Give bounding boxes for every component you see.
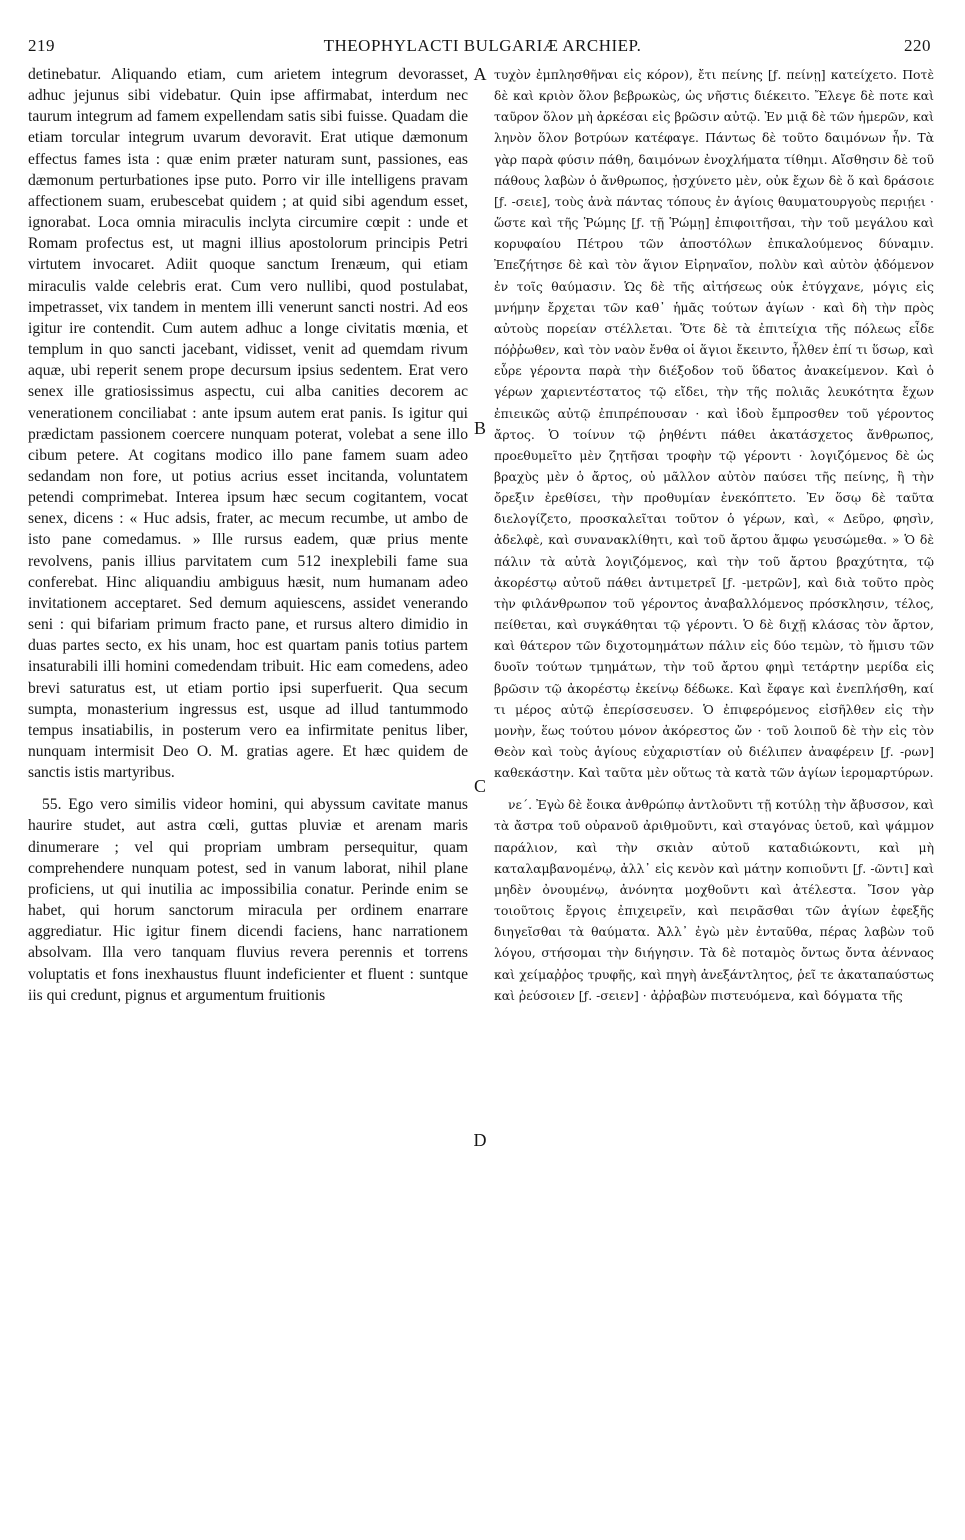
- section-marker-c: C: [473, 776, 486, 796]
- section-marker-d: D: [473, 1130, 487, 1150]
- greek-column: [494, 64, 934, 1006]
- latin-paragraph: detinebatur. Aliquando etiam, cum arietem integrum devorasset, adhuc jejunus sibi videbatur. Quin ipse affirmabat, interdum nec taurum integrum ad famem expellendam satis sibi fuisse. Quadam die etiam torcular integrum uvarum devoravit. Erat utique dæmonum effectus fames ista : quæ enim præter naturam sunt, passiones, eas dæmonum perturbationes ipse puto. Porro vir ille intelligens pravam affectionem suam, erubescebat quidem ; at quid sibi agendum esset, ignorabat. Loca omnia miraculis inclyta circumire cœpit : unde et Romam profectus est, ut magni illius apostolorum principis Petri virtutem invocaret. Adiit quoque sanctum Irenæum, qui etiam miraculis valde celebris erat. Cum vero nullibi, quod postulabat, impetrasset, vix tandem in mentem illi venerunt sancti nostri. Ad eos igitur ire contendit. Cum autem adhuc a longe civitatis mœnia, et templum in quo sancti jacebant, vidisset, venit ad quemdam rivum aquæ, ubi reperit senem prope decursum ipsius sedentem. Erat vero senex ille gratiosissimus aspectu, cui alba canities decorem ac venerationem conciliabat : ante ipsum autem erat panis. Is igitur qui prædictam passionem coercere nunquam poterat, volebat a sene illo cibum petere. At cogitans modico illo pane famem suam adeo sedandam non fore, ut potius acrius esset incitanda, voluntatem petendi comprimebat. Interea ipsum hæc secum cogitantem, vocat senex, dicens : « Huc adsis, frater, ac mecum recumbe, ut ambo de isto pane comedamus. » Ille rursus eadem, quæ prius mente revolvens, panis illius parvitatem cum 512 inexplebili fame sua conferebat. Hinc aliquandiu ambiguus hæsit, num humanam adeo invitationem acceptaret. Sed demum aquiescens, assidet venerando seni : qui bifariam primum fracto pane, et rursus altero dimidio in duas partes secto, ex his unam, hoc est quartam panis totius partem insaturabili illi homini comedendam tribuit. Hic eam comedens, adeo brevi saturatus est, ut etiam portio ipsi superfuerit. Qua secum sumpta, monasterium ingressus est, usque ad illud tantummodo tempus insatiabilis, in posterum vero ea infirmitate penitus liber, nunquam intermisit Deo O. M. gratias agere. Et hæc quidem de sanctis istis martyribus.: [28, 66, 468, 782]
- running-header: [0, 36, 965, 60]
- running-title: THEOPHYLACTI BULGARIÆ ARCHIEP.: [323, 36, 642, 55]
- page-number-right: 220: [904, 36, 931, 55]
- page-number-left: 219: [28, 36, 55, 55]
- greek-paragraph: τυχὸν ἐμπλησθῆναι εἰς κόρον), ἔτι πείνης [ƒ. πείνῃ] κατείχετο. Ποτὲ δὲ καὶ κριὸν ὅλον βεβρωκὼς, ὡς νῆστις διέκειτο. Ἔλεγε δὲ ποτε καὶ ταῦρον ὅλον μὴ ἀρκέσαι εἰς βρῶσιν αὐτῷ. Ἐν μιᾷ δὲ τῶν ἡμερῶν, καὶ ληνὸν ὅλον βοτρύων κατέφαγε. Πάντως δὲ τοῦτο δαιμόνων ἦν. Τὰ γὰρ παρὰ φύσιν πάθη, δαιμόνων ἐνοχλήματα τίθημι. Αἴσθησιν δὲ τοῦ πάθους λαβὼν ὁ ἄνθρωπος, ᾐσχύνετο μὲν, οὐκ ἔχων δὲ ὅ καὶ δράσοιε [ƒ. -σειε], τοὺς ἀνὰ πάντας τόπους ἐν ἁγίοις θαυματουργοὺς περιῄει · ὥστε καὶ τῆς Ῥώμης [ƒ. τῇ Ῥώμῃ] ἐπιφοιτῆσαι, τὴν τοῦ μεγάλου καὶ κορυφαίου Πέτρου τῶν ἀποστόλων ἐπικαλούμενος δύναμιν. Ἐπεζήτησε δὲ καὶ τὸν ἅγιον Εἰρηναῖον, πολὺν καὶ αὐτὸν ᾀδόμενον ἐν τοῖς θαύμασιν. Ὡς δὲ τῆς αἰτήσεως οὐκ ἐτύγχανε, μόγις εἰς μνήμην ἔρχεται τῶν καθ᾽ ἡμᾶς τούτων ἁγίων · καὶ δὴ τὴν πρὸς αὐτοὺς πορείαν στέλλεται. Ὅτε δὲ τὰ ἐπιτείχια τῆς πόλεως εἶδε πόῤῥωθεν, καὶ τὸν ναὸν ἔνθα οἱ ἅγιοι ἔκειντο, ἦλθεν ἐπί τι ὕσωρ, καὶ εὗρε γέροντα παρὰ τὴν διέξοδον τοῦ ὕδατος ἀνακείμενον. Καὶ ὁ γέρων χαριεντέστατος τῷ εἴδει, τὴν τῆς πολιᾶς λευκότητα ἔχων ἐπιεικῶς αὐτῷ ἐπιπρέπουσαν · καὶ ἰδοὺ ἔμπροσθεν τοῦ γέροντος ἄρτος. Ὁ τοίνυν τῷ ῥηθέντι πάθει ἀκατάσχετος ἄνθρωπος, προεθυμεῖτο μὲν ζητῆσαι τροφὴν τῷ γέροντι · λογιζόμενος δὲ ὡς βραχὺς μὲν ὁ ἄρτος, οὐ μᾶλλον αὐτὸν παύσει τῆς πείνης, ἢ τὴν ὄρεξιν ἐρεθίσει, τὴν προθυμίαν ἐνεκόπτετο. Ἐν ὅσῳ δὲ ταῦτα διελογίζετο, προσκαλεῖται τοῦτον ὁ γέρων, καὶ, « Δεῦρο, φησὶν, ἀδελφὲ, καὶ συνανακλίθητι, καὶ τοῦ ἄρτου ἄμφω γευσώμεθα. » Ὁ δὲ πάλιν τὰ αὐτὰ λογιζόμενος, καὶ τὴν τοῦ ἄρτου βραχύτητα, τῷ ἀκορέστῳ αὐτοῦ πάθει ἀντιμετρεῖ [ƒ. -μετρῶν], καὶ διὰ τοῦτο πρὸς τὴν φιλάνθρωπον τοῦ γέροντος ἀναβαλλόμενος πρόσκλησιν, τέλος, πείθεται, καὶ συγκάθηται τῷ γέροντι. Ὁ δὲ διχῇ κλάσας τὸν ἄρτον, καὶ θάτερον τῶν διχοτομημάτων πάλιν εἰς δύο τεμὼν, τὸ ἥμισυ τῶν δυοῖν τούτων τμημάτων, τὴν τοῦ ἄρτου φημὶ τετάρτην μερίδα εἰς βρῶσιν τῷ ἀκορέστῳ ἐκείνῳ δέδωκε. Καὶ ἔφαγε καὶ ἐνεπλήσθη, καί τι μέρος αὐτῷ ἐπερίσσευσεν. Ὁ ἐπιφερόμενος εἰσῆλθεν εἰς τὴν μονὴν, ἕως τούτου μόνον ἀκόρεστος ὤν · τοῦ λοιποῦ δὲ τὴν εἰς τὸν Θεὸν καὶ τοὺς ἁγίους εὐχαριστίαν οὐ διέλιπεν ἀναφέρειν [ƒ. -ρων] καθεκάστην. Καὶ ταῦτα μὲν οὕτως τὰ κατὰ τῶν ἁγίων ἱερομαρτύρων.: [494, 67, 934, 781]
- section-marker-b: B: [473, 418, 486, 438]
- section-marker-a: A: [473, 64, 487, 84]
- greek-paragraph: νε΄. Ἐγὼ δὲ ἔοικα ἀνθρώπῳ ἀντλοῦντι τῇ κοτύλῃ τὴν ἄβυσσον, καὶ τὰ ἄστρα τοῦ οὐρανοῦ ἀριθμοῦντι, καὶ σταγόνας ὑετοῦ, καὶ ψάμμον παράλιον, καὶ τὴν σκιὰν αὐτοῦ καταδιώκοντι, καὶ μὴ καταλαμβανομένῳ, ἀλλ᾽ εἰς κενὸν καὶ μάτην κοπιοῦντι [ƒ. -ῶντι] καὶ μηδὲν ὀνουμένῳ, ἀνόνητα μοχθοῦντι καὶ ἀτέλεστα. Ἴσον γὰρ τοιοῦτοις ἔργοις ἐπιχειρεῖν, καὶ πειρᾶσθαι τῶν ἁγίων ἐφεξῆς διηγεῖσθαι τὰ θαύματα. Ἀλλ᾽ ἐγὼ μὲν ἐνταῦθα, πέρας λαβὼν τοῦ λόγου, στήσομαι τὴν διήγησιν. Τὰ δὲ ποταμὸς ὄντως ὄντα ἀένναος καὶ χείμαῤῥος τρυφῆς, καὶ πηγὴ ἀνεξάντλητος, ῥεῖ τε ἀκαταπαύστως καὶ ῥεύσοιεν [ƒ. -σειεν] · ἀῤῥαβὼν πιστευόμενα, καὶ δόγματα τῆς: [494, 797, 934, 1003]
- latin-paragraph: 55. Ego vero similis videor homini, qui abyssum cavitate manus haurire studet, aut astra cœli, guttas pluviæ et arenam maris dinumerare ; vel qui propriam umbram persequitur, quam comprehendere nunquam potest, sed in vanum laborat, nihil plane proficiens, ut qui inutilia ac impossibilia conatur. Perinde enim se habet, qui horum sanctorum miracula per ordinem enarrare aggrediatur. Hic igitur finem dicendi faciens, hanc narrationem absolvam. Illa vero tanquam fluvius revera perennis et torrens voluptatis et fons inexhaustus fluunt indeficienter et fluent : suntque iis qui credunt, pignus et argumentum fruitionis: [28, 796, 468, 1004]
- latin-column: [28, 64, 468, 1006]
